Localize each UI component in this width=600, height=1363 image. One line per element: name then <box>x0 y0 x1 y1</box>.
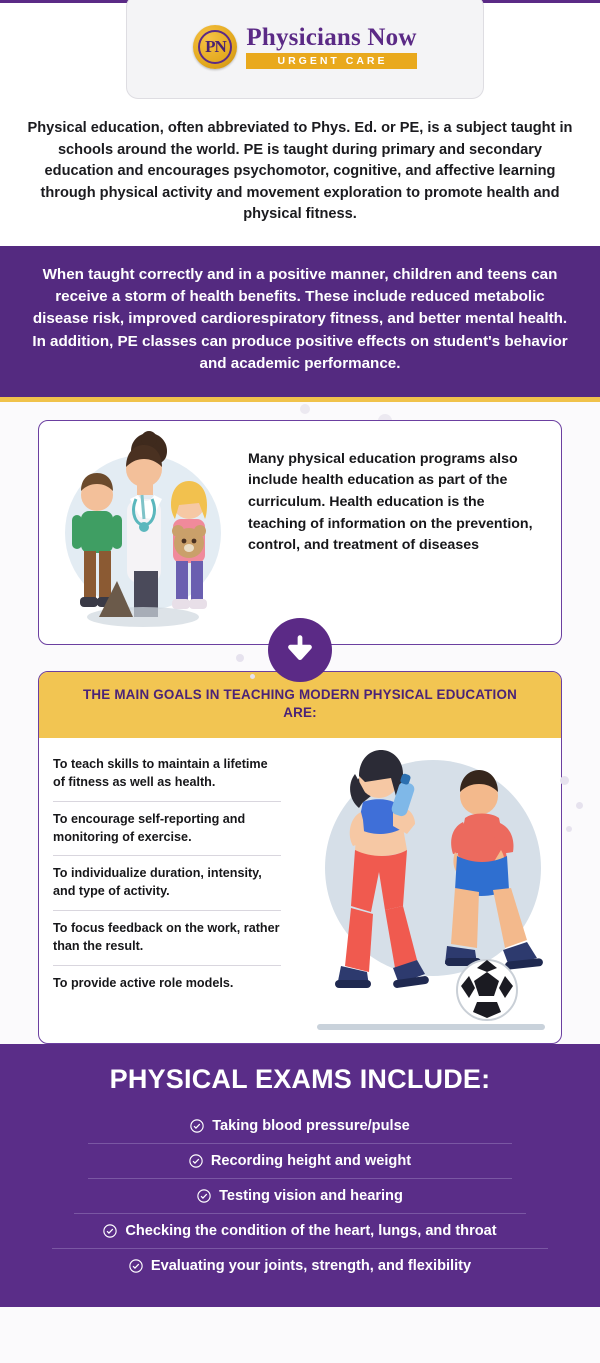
decorative-dot <box>236 654 244 662</box>
exams-title: PHYSICAL EXAMS INCLUDE: <box>109 1063 491 1094</box>
check-circle-icon <box>103 1224 117 1238</box>
check-circle-icon <box>129 1259 143 1273</box>
logo-band <box>0 0 600 100</box>
brand-name: Physicians Now <box>246 24 417 51</box>
fitness-illustration <box>297 738 562 1043</box>
list-item <box>52 1249 548 1283</box>
goals-body <box>39 738 561 1043</box>
list-item <box>88 1144 512 1179</box>
brand-monogram-icon <box>193 25 237 69</box>
list-item: To individualize duration, intensity, and type of activity. <box>53 865 281 911</box>
decorative-dot <box>566 826 572 832</box>
check-circle-icon <box>197 1189 211 1203</box>
list-item: To teach skills to maintain a lifetime of fitness as well as health. <box>53 756 281 802</box>
brand-monogram-text: PN <box>205 37 226 56</box>
decorative-dot <box>576 802 583 809</box>
benefits-paragraph: When taught correctly and in a positive manner, children and teens can receive a storm of health benefits. These include reduced metabolic disease risk, improved cardiorespiratory fitness, and better mental health. In addition, PE classes can produce positive effects on student's behavior and academic performance. <box>0 246 600 402</box>
decorative-dot <box>300 404 310 414</box>
decorative-dot <box>250 674 255 679</box>
goals-card <box>38 671 562 1044</box>
brand-tagline: URGENT CARE <box>246 53 416 69</box>
list-item: To provide active role models. <box>53 975 234 990</box>
intro-paragraph: Physical education, often abbreviated to Phys. Ed. or PE, is a subject taught in schools around the world. PE is taught during primary and secondary education and encourages psychomotor, cognitive, and affective learning through physical activity and movement exploration to promote health and physical fitness. <box>0 100 600 246</box>
goals-heading: THE MAIN GOALS IN TEACHING MODERN PHYSICAL EDUCATION ARE: <box>39 672 561 738</box>
list-item-label: Evaluating your joints, strength, and flexibility <box>150 1257 472 1274</box>
brand-logo <box>193 25 416 69</box>
list-item <box>88 1109 512 1144</box>
list-item-label: Recording height and weight <box>210 1152 412 1169</box>
check-circle-icon <box>189 1154 203 1168</box>
nurse-children-illustration <box>39 421 244 644</box>
goals-list <box>39 738 297 1043</box>
health-education-text: Many physical education programs also include health education as part of the curriculum. Health education is the teaching of information on the prevention, control, and treatment of diseases <box>248 450 533 554</box>
decorative-dot <box>560 776 569 785</box>
list-item-label: Taking blood pressure/pulse <box>212 1117 410 1134</box>
list-item: To encourage self-reporting and monitoring of exercise. <box>53 811 281 857</box>
middle-section <box>0 402 600 1044</box>
list-item-label: Testing vision and hearing <box>219 1187 403 1204</box>
list-item <box>74 1179 526 1214</box>
brand-logo-card <box>126 0 484 99</box>
down-arrow-icon <box>268 618 332 682</box>
list-item-label: Checking the condition of the heart, lungs, and throat <box>125 1222 497 1239</box>
list-item <box>52 1214 548 1249</box>
list-item: To focus feedback on the work, rather than the result. <box>53 920 281 966</box>
check-circle-icon <box>190 1119 204 1133</box>
health-education-card <box>38 420 562 645</box>
brand-wordmark <box>246 25 416 69</box>
physical-exams-section <box>0 1044 600 1307</box>
